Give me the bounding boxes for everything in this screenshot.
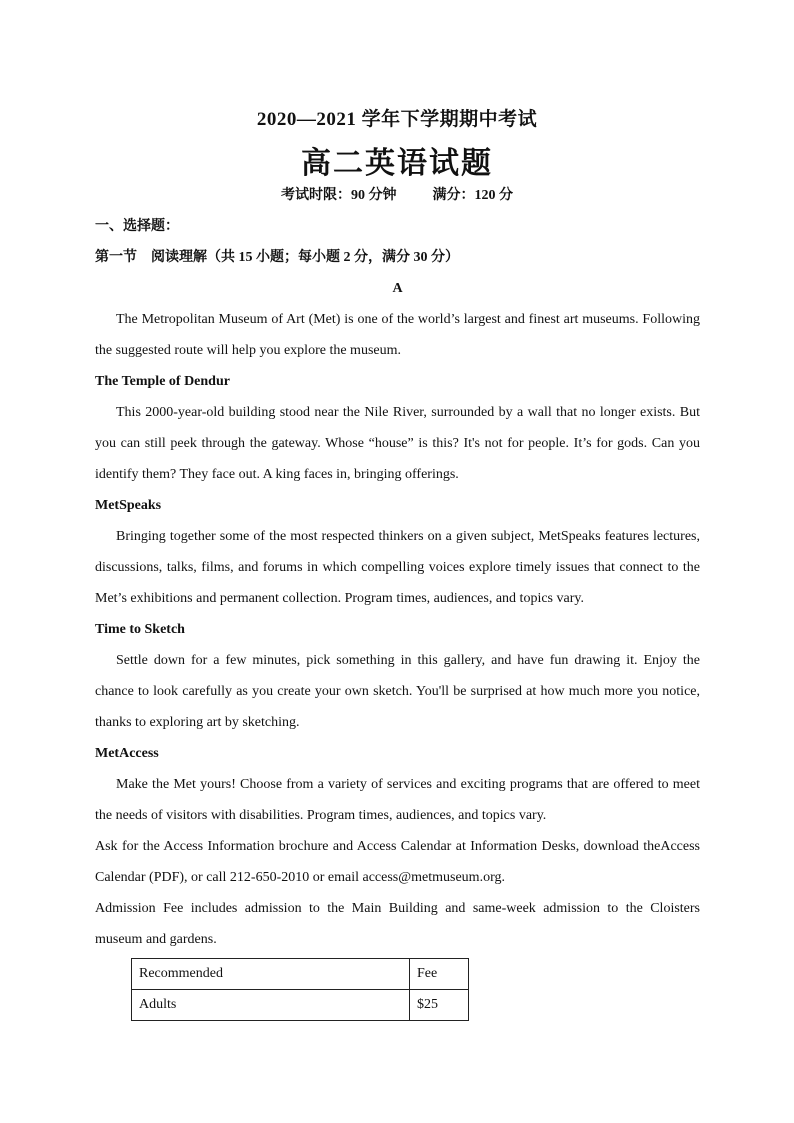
time-limit: 考试时限：90 分钟 xyxy=(281,188,397,203)
exam-title: 2020—2021 学年下学期期中考试 xyxy=(256,109,538,130)
admission-note: Admission Fee includes admission to the Main Building and same-week admission to the Cloisters museum and gardens. xyxy=(95,901,700,947)
table-header-cell: Recommended xyxy=(132,959,410,990)
exam-body xyxy=(95,211,700,955)
item-text-temple: This 2000-year-old building stood near the Nile River, surrounded by a wall that no longer exists. But you can still peek through the gateway. Whose “house” is this? It's not for people. It’s for gods. Can you identify them? They face out. A king faces in, bringing offerings. xyxy=(95,405,700,482)
item-text-metaccess: Make the Met yours! Choose from a variety of services and exciting programs that are offered to meet the needs of visitors with disabilities. Program times, audiences, and topics vary. xyxy=(95,777,700,823)
item-heading-metaccess: MetAccess xyxy=(95,746,159,761)
item-heading-temple: The Temple of Dendur xyxy=(95,374,230,389)
subsection-label: 第一节 阅读理解（共 15 小题；每小题 2 分，满分 30 分） xyxy=(95,250,459,265)
passage-letter: A xyxy=(392,281,403,296)
exam-info xyxy=(0,184,794,204)
item-heading-metspeaks: MetSpeaks xyxy=(95,498,162,513)
part-label: 一、选择题： xyxy=(95,219,179,234)
table-row xyxy=(132,990,469,1021)
table-header-cell: Fee xyxy=(410,959,469,990)
passage-intro: The Metropolitan Museum of Art (Met) is one of the world’s largest and finest art museums. Following the suggested route will help you explore the museum. xyxy=(95,312,700,358)
table-cell: $25 xyxy=(410,990,469,1021)
table-cell: Adults xyxy=(132,990,410,1021)
exam-subject-title: 高二英语试题 xyxy=(301,147,493,180)
item-text-metspeaks: Bringing together some of the most respected thinkers on a given subject, MetSpeaks features lectures, discussions, talks, films, and forums in which compelling voices explore timely issues that connect to the Met’s exhibitions and permanent collection. Program times, audiences, and topics vary. xyxy=(95,529,700,606)
access-info: Ask for the Access Information brochure and Access Calendar at Information Desks, download theAccess Calendar (PDF), or call 212-650-2010 or email access@metmuseum.org. xyxy=(95,839,700,885)
item-text-sketch: Settle down for a few minutes, pick something in this gallery, and have fun drawing it. Enjoy the chance to look carefully as you create your own sketch. You'll be surprised at how much more you notice, thanks to exploring art by sketching. xyxy=(95,653,700,730)
table-header-row xyxy=(132,959,469,990)
full-score: 满分：120 分 xyxy=(432,188,513,203)
item-heading-sketch: Time to Sketch xyxy=(95,622,185,637)
fee-table xyxy=(131,958,469,1021)
